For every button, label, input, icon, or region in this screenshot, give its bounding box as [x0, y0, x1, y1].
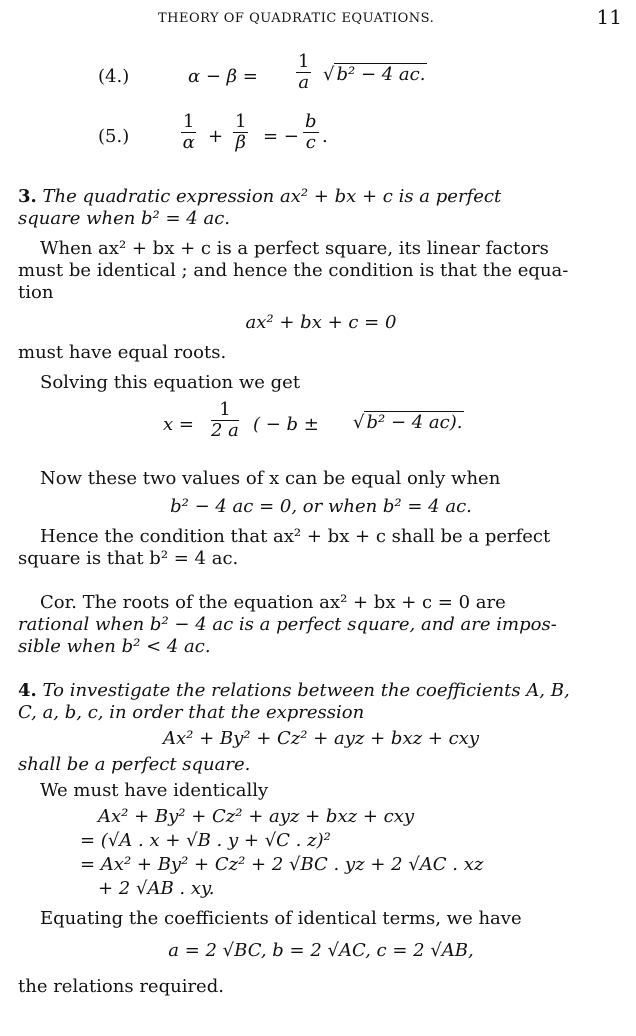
equation-5-fraction-2: $\frac{1}{\beta}$ [235, 111, 247, 153]
article-3-para-4-line-1: Hence the condition that ax² + bx + c shall be a perfect [40, 526, 551, 547]
corollary-line-2: rational when b² − 4 ac is a perfect square, and are impos- [18, 614, 557, 635]
equation-4-fraction: $\frac{1}{a}$ [298, 51, 310, 93]
article-4-title-line-2: C, a, b, c, in order that the expression [18, 702, 365, 723]
article-3-number: 3. [18, 186, 37, 207]
root-sign: √ [353, 412, 365, 433]
article-4-number: 4. [18, 680, 37, 701]
article-4-title-line-1 [18, 680, 624, 702]
equation-5-label: (5.) [98, 126, 130, 147]
article-3-para-3: Now these two values of x can be equal only when [40, 468, 501, 489]
corollary-line-1: Cor. The roots of the equation ax² + bx + c = 0 are [40, 592, 506, 613]
equation-4-radical [323, 64, 427, 86]
article-3-para-1-line-2: must be identical ; and hence the condition is that the equa- [18, 260, 569, 281]
article-4-equation-c: a = 2 √BC, b = 2 √AC, c = 2 √AB, [168, 940, 474, 961]
article-3-para-1-line-4: must have equal roots. [18, 342, 227, 363]
period: . [322, 126, 328, 147]
article-4-title-line-3: shall be a perfect square. [18, 754, 251, 775]
article-3-title-line-2 [18, 208, 624, 230]
book-page [18, 0, 624, 1036]
article-3-equation-a: ax² + bx + c = 0 [245, 312, 397, 333]
article-3-title: The quadratic expression ax² + bx + c is a perfect [42, 186, 502, 207]
article-3-para-4-line-2: square is that b² = 4 ac. [18, 548, 239, 569]
article-4-equation-b-4: + 2 √AB . xy. [98, 878, 215, 899]
equation-4-label: (4.) [98, 66, 130, 87]
equation-4-lhs: α − β = [188, 66, 258, 87]
article-3-equation-b [18, 400, 624, 460]
corollary-line-3: sible when b² < 4 ac. [18, 636, 211, 657]
article-4-equation-a: Ax² + By² + Cz² + ayz + bxz + cxy [162, 728, 480, 749]
running-head: THEORY OF QUADRATIC EQUATIONS. [158, 11, 435, 26]
article-4-para-3: the relations required. [18, 976, 224, 997]
equation-b-radical [353, 412, 464, 434]
article-4-equation-b-2: = (√A . x + √B . y + √C . z)² [80, 830, 331, 851]
equation-5-fraction-1: $\frac{1}{\alpha}$ [182, 111, 195, 153]
article-4-equation-b-1: Ax² + By² + Cz² + ayz + bxz + cxy [98, 806, 415, 827]
article-3-para-1-line-1: When ax² + bx + c is a perfect square, its linear factors [40, 238, 549, 259]
equation-b-paren: ( − b ± [253, 414, 319, 435]
article-3-title-cont: square when b² = 4 ac. [18, 208, 231, 229]
article-3-title-line-1 [18, 186, 624, 208]
equation-4 [18, 52, 624, 112]
equation-b-lhs: x = [163, 414, 194, 435]
root-sign: √ [323, 64, 335, 85]
equation-b-radicand: b² − 4 ac). [366, 412, 463, 433]
equation-4-radicand: b² − 4 ac. [336, 64, 426, 85]
page-header [18, 6, 624, 28]
equals-sign: = − [263, 126, 299, 147]
article-4-equation-b-3: = Ax² + By² + Cz² + 2 √BC . yz + 2 √AC . xz [80, 854, 484, 875]
equation-5-fraction-3: $\frac{b}{c}$ [305, 111, 317, 153]
article-3-para-2: Solving this equation we get [40, 372, 301, 393]
article-3-equation-c: b² − 4 ac = 0, or when b² = 4 ac. [170, 496, 472, 517]
article-4-para-1: We must have identically [40, 780, 269, 801]
page-number: 11 [596, 5, 622, 29]
plus-sign: + [208, 126, 224, 147]
article-3-para-1-line-3: tion [18, 282, 54, 303]
article-4-title: To investigate the relations between the coefficients A, B, [42, 680, 570, 701]
article-4-para-2: Equating the coefficients of identical terms, we have [40, 908, 522, 929]
equation-b-fraction: $\frac{1}{2 a}$ [211, 399, 239, 441]
equation-5 [18, 112, 624, 172]
